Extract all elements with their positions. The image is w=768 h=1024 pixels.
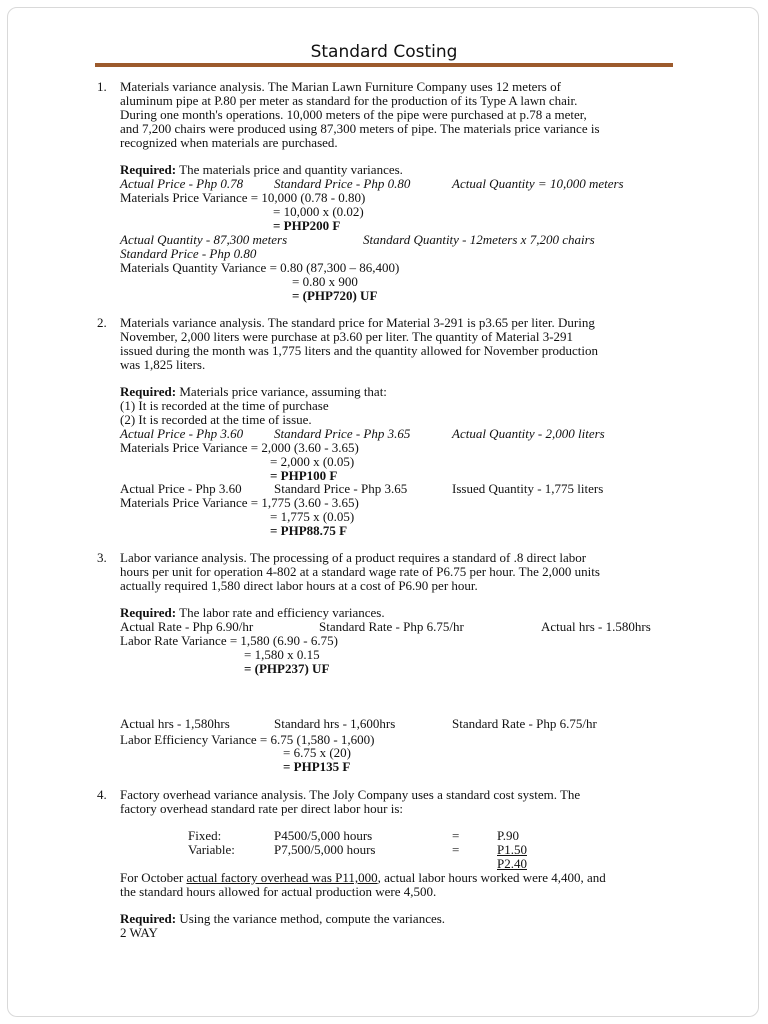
- q3-lev-line: = 6.75 x (20): [283, 745, 351, 760]
- q3-actual-hours-b: Actual hrs - 1,580hrs: [120, 716, 230, 731]
- q4-fixed-equals: =: [452, 828, 460, 843]
- q4-para-line: Factory overhead variance analysis. The Joly Company uses a standard cost system. The: [120, 787, 581, 802]
- q2-number: 2.: [97, 315, 107, 330]
- q3-number: 3.: [97, 550, 107, 565]
- q4-fixed-label: Fixed:: [188, 828, 222, 843]
- q4-required: [120, 912, 445, 926]
- q1-standard-quantity: Standard Quantity - 12meters x 7,200 chairs: [363, 232, 595, 247]
- required-label: Required:: [120, 605, 177, 620]
- q4-fixed-value: P.90: [497, 828, 520, 843]
- q4-number: 4.: [97, 787, 107, 802]
- q1-para-line: aluminum pipe at P.80 per meter as standard for the production of its Type A lawn chair.: [120, 93, 578, 108]
- title-underline: [95, 63, 673, 67]
- required-label: Required:: [120, 384, 177, 399]
- q4-para-line: the standard hours allowed for actual production were 4,500.: [120, 884, 437, 899]
- q2-actual-quantity: Actual Quantity - 2,000 liters: [452, 426, 605, 441]
- q2-required: [120, 385, 387, 399]
- q3-actual-hours: Actual hrs - 1.580hrs: [541, 619, 651, 634]
- q3-standard-rate-b: Standard Rate - Php 6.75/hr: [452, 716, 597, 731]
- q2-para-line: November, 2,000 liters were purchase at p3.60 per liter. The quantity of Material 3-291: [120, 329, 574, 344]
- q4-actual-overhead: actual factory overhead was P11,000: [186, 870, 378, 885]
- q1-para-line: recognized when materials are purchased.: [120, 135, 338, 150]
- required-label: Required:: [120, 911, 177, 926]
- q1-mqv-line: = 0.80 x 900: [292, 274, 358, 289]
- q2-assumption: (2) It is recorded at the time of issue.: [120, 412, 312, 427]
- q3-para-line: Labor variance analysis. The processing of a product requires a standard of .8 direct labor: [120, 550, 587, 565]
- q2-mpv-line: = 2,000 x (0.05): [270, 454, 355, 469]
- q3-actual-rate: Actual Rate - Php 6.90/hr: [120, 619, 254, 634]
- q1-para-line: During one month's operations. 10,000 meters of the pipe were purchased at p.78 a meter,: [120, 107, 587, 122]
- q3-para-line: hours per unit for operation 4-802 at a standard wage rate of P6.75 per hour. The 2,000 units: [120, 564, 600, 579]
- q1-mqv-line: Materials Quantity Variance = 0.80 (87,300 – 86,400): [120, 260, 400, 275]
- q2-standard-price-b: Standard Price - Php 3.65: [274, 481, 408, 496]
- q4-variable-label: Variable:: [188, 842, 235, 857]
- q1-number: 1.: [97, 79, 107, 94]
- q4-para-line: factory overhead standard rate per direct labor hour is:: [120, 801, 403, 816]
- q2-actual-price: Actual Price - Php 3.60: [120, 426, 244, 441]
- required-text: Using the variance method, compute the variances.: [176, 911, 446, 926]
- q1-para-line: Materials variance analysis. The Marian Lawn Furniture Company uses 12 meters of: [120, 79, 561, 94]
- q3-lev-result: = PHP135 F: [283, 759, 351, 774]
- required-text: The materials price and quantity variances.: [176, 162, 403, 177]
- page-title: Standard Costing: [310, 42, 458, 62]
- required-text: Materials price variance, assuming that:: [176, 384, 387, 399]
- q3-para-line: actually required 1,580 direct labor hours at a cost of P6.90 per hour.: [120, 578, 478, 593]
- q3-lrv-result: = (PHP237) UF: [244, 661, 330, 676]
- q1-mpv-result: = PHP200 F: [273, 218, 341, 233]
- q3-standard-rate: Standard Rate - Php 6.75/hr: [319, 619, 464, 634]
- q4-october-post: , actual labor hours worked were 4,400, and: [377, 870, 606, 885]
- q1-mpv-line: Materials Price Variance = 10,000 (0.78 - 0.80): [120, 190, 366, 205]
- q1-actual-quantity: Actual Quantity = 10,000 meters: [452, 176, 624, 191]
- q2-mpv-result: = PHP100 F: [270, 468, 338, 483]
- q1-mpv-line: = 10,000 x (0.02): [273, 204, 364, 219]
- q2-para-line: was 1,825 liters.: [120, 357, 206, 372]
- q2-actual-price-b: Actual Price - Php 3.60: [120, 481, 242, 496]
- q2-mpv-b-line: = 1,775 x (0.05): [270, 509, 355, 524]
- q2-mpv-b-result: = PHP88.75 F: [270, 523, 348, 538]
- required-text: The labor rate and efficiency variances.: [176, 605, 385, 620]
- q1-mqv-result: = (PHP720) UF: [292, 288, 378, 303]
- q4-variable-equals: =: [452, 842, 460, 857]
- required-label: Required:: [120, 162, 177, 177]
- q2-para-line: issued during the month was 1,775 liters and the quantity allowed for November production: [120, 343, 599, 358]
- q3-lrv-line: Labor Rate Variance = 1,580 (6.90 - 6.75): [120, 633, 338, 648]
- q1-required: [120, 163, 403, 177]
- q4-october-line: [120, 871, 606, 885]
- q4-variable-value: P1.50: [497, 842, 527, 857]
- q4-two-way: 2 WAY: [120, 925, 158, 940]
- q4-october-pre: For October: [120, 870, 187, 885]
- q1-actual-price: Actual Price - Php 0.78: [120, 176, 244, 191]
- q2-assumption: (1) It is recorded at the time of purchase: [120, 398, 329, 413]
- q3-required: [120, 606, 385, 620]
- q3-standard-hours: Standard hrs - 1,600hrs: [274, 716, 396, 731]
- q2-mpv-line: Materials Price Variance = 2,000 (3.60 - 3.65): [120, 440, 359, 455]
- q3-lev-line: Labor Efficiency Variance = 6.75 (1,580 - 1,600): [120, 732, 375, 747]
- q2-issued-quantity: Issued Quantity - 1,775 liters: [452, 481, 604, 496]
- q4-total-rate: P2.40: [497, 856, 527, 871]
- q1-para-line: and 7,200 chairs were produced using 87,300 meters of pipe. The materials price variance is: [120, 121, 600, 136]
- q1-standard-price: Standard Price - Php 0.80: [274, 176, 411, 191]
- page-frame: [7, 7, 759, 1017]
- q4-fixed-calc: P4500/5,000 hours: [274, 828, 373, 843]
- q2-standard-price: Standard Price - Php 3.65: [274, 426, 411, 441]
- q4-variable-calc: P7,500/5,000 hours: [274, 842, 376, 857]
- q2-para-line: Materials variance analysis. The standard price for Material 3-291 is p3.65 per liter. During: [120, 315, 595, 330]
- q2-mpv-b-line: Materials Price Variance = 1,775 (3.60 - 3.65): [120, 495, 359, 510]
- q1-actual-quantity-b: Actual Quantity - 87,300 meters: [120, 232, 288, 247]
- q1-standard-price-b: Standard Price - Php 0.80: [120, 246, 257, 261]
- q3-lrv-line: = 1,580 x 0.15: [244, 647, 320, 662]
